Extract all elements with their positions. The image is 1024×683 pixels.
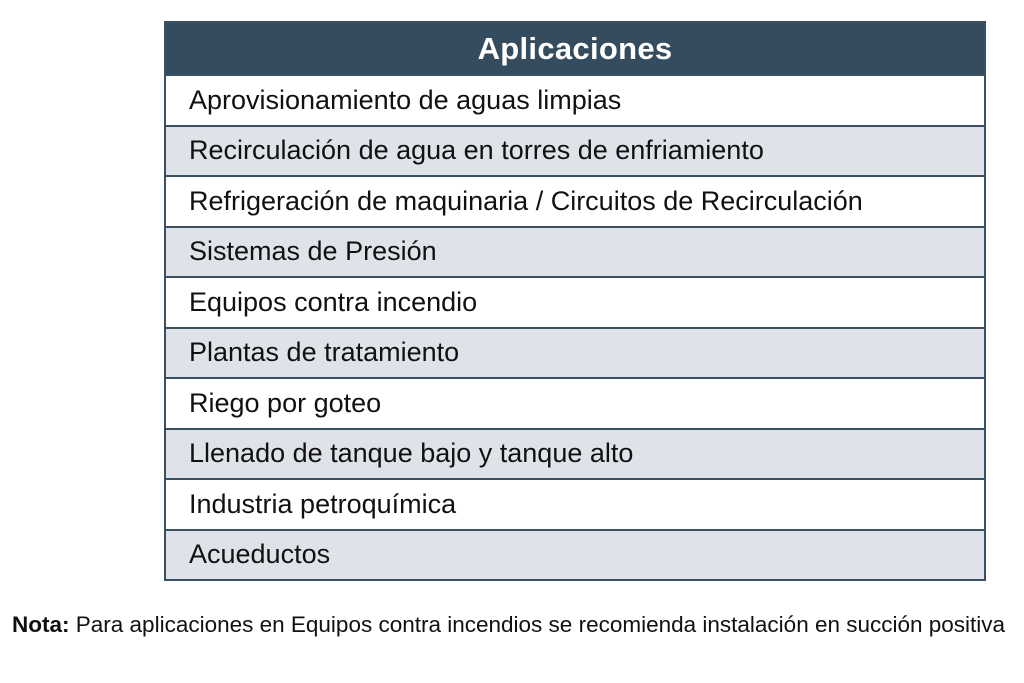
- table-row-label: Equipos contra incendio: [189, 286, 478, 317]
- table-row: [166, 428, 984, 479]
- table-row-label: Recirculación de agua en torres de enfriamiento: [189, 135, 764, 166]
- table-row-label: Llenado de tanque bajo y tanque alto: [189, 438, 634, 469]
- table-row: [166, 226, 984, 277]
- table-row: [166, 478, 984, 529]
- table-row: [166, 125, 984, 176]
- table-row-label: Aprovisionamiento de aguas limpias: [189, 84, 622, 115]
- note-label: Nota:: [12, 612, 70, 637]
- table-row: [166, 529, 984, 580]
- table-row-label: Riego por goteo: [189, 387, 382, 418]
- table-row: [166, 175, 984, 226]
- table-row: [166, 74, 984, 125]
- table-row-label: Sistemas de Presión: [189, 236, 437, 267]
- footnote: [12, 610, 1017, 639]
- note-text: Para aplicaciones en Equipos contra incendios se recomienda instalación en succión positiva: [75, 612, 1006, 637]
- table-row-label: Acueductos: [189, 539, 331, 570]
- table-row: [166, 377, 984, 428]
- table-row-label: Plantas de tratamiento: [189, 337, 460, 368]
- table-row-label: Refrigeración de maquinaria / Circuitos de Recirculación: [189, 185, 863, 216]
- applications-table: [164, 21, 986, 581]
- table-header: Aplicaciones: [166, 23, 984, 74]
- table-body: [166, 74, 984, 579]
- table-row: [166, 327, 984, 378]
- table-row: [166, 276, 984, 327]
- table-row-label: Industria petroquímica: [189, 488, 457, 519]
